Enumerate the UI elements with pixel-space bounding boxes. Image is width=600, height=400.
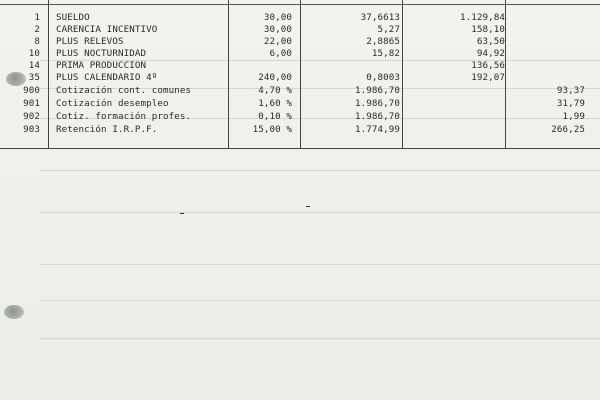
unit-price: 1.986,70 bbox=[354, 111, 400, 122]
stray-mark bbox=[306, 206, 310, 207]
quantity: 22,00 bbox=[263, 36, 292, 47]
quantity: 30,00 bbox=[263, 12, 292, 23]
accrual-amount: 136,56 bbox=[471, 60, 505, 71]
unit-price: 15,82 bbox=[371, 48, 400, 59]
quantity: 4,70 % bbox=[258, 85, 292, 96]
accrual-amount: 158,10 bbox=[471, 24, 505, 35]
concept-name: CARENCIA INCENTIVO bbox=[56, 24, 158, 35]
ghost-rule bbox=[40, 212, 600, 213]
table-row bbox=[0, 36, 600, 48]
ghost-rule bbox=[40, 264, 600, 265]
concept-code: 903 bbox=[23, 124, 40, 135]
table-row bbox=[0, 12, 600, 24]
ghost-rule bbox=[40, 300, 600, 301]
table-row bbox=[0, 24, 600, 36]
concept-code: 902 bbox=[23, 111, 40, 122]
concept-name: PLUS RELEVOS bbox=[56, 36, 124, 47]
quantity: 0,10 % bbox=[258, 111, 292, 122]
quantity: 1,60 % bbox=[258, 98, 292, 109]
table-row bbox=[0, 98, 600, 110]
unit-price: 1.986,70 bbox=[354, 85, 400, 96]
table-row bbox=[0, 60, 600, 72]
table-row bbox=[0, 72, 600, 84]
unit-price: 2,8865 bbox=[366, 36, 400, 47]
unit-price: 1.986,70 bbox=[354, 98, 400, 109]
concept-code: 10 bbox=[28, 48, 40, 59]
concept-code: 14 bbox=[28, 60, 40, 71]
quantity: 30,00 bbox=[263, 24, 292, 35]
concept-name: PLUS CALENDARIO 4º bbox=[56, 72, 158, 83]
table-row bbox=[0, 48, 600, 60]
concept-code: 8 bbox=[34, 36, 40, 47]
accrual-amount: 192,07 bbox=[471, 72, 505, 83]
deduction-amount: 93,37 bbox=[556, 85, 585, 96]
concept-name: Cotización desempleo bbox=[56, 98, 169, 109]
unit-price: 5,27 bbox=[377, 24, 400, 35]
concept-name: Cotiz. formación profes. bbox=[56, 111, 192, 122]
punch-hole bbox=[6, 72, 26, 86]
table-row bbox=[0, 124, 600, 136]
table-row bbox=[0, 111, 600, 123]
deduction-amount: 266,25 bbox=[551, 124, 585, 135]
unit-price: 37,6613 bbox=[360, 12, 400, 23]
concept-name: Cotización cont. comunes bbox=[56, 85, 192, 96]
concept-name: PRIMA PRODUCCION bbox=[56, 60, 147, 71]
punch-hole bbox=[4, 305, 24, 319]
concept-code: 2 bbox=[34, 24, 40, 35]
concept-code: 35 bbox=[28, 72, 40, 83]
concept-code: 901 bbox=[23, 98, 40, 109]
concept-name: Retención I.R.P.F. bbox=[56, 124, 158, 135]
concept-code: 900 bbox=[23, 85, 40, 96]
ghost-rule bbox=[40, 338, 600, 339]
unit-price: 0,8003 bbox=[366, 72, 400, 83]
table-row bbox=[0, 85, 600, 97]
accrual-amount: 1.129,84 bbox=[459, 12, 505, 23]
unit-price: 1.774,99 bbox=[354, 124, 400, 135]
accrual-amount: 94,92 bbox=[476, 48, 505, 59]
deduction-amount: 1,99 bbox=[562, 111, 585, 122]
quantity: 240,00 bbox=[258, 72, 292, 83]
deduction-amount: 31,79 bbox=[556, 98, 585, 109]
concept-name: SUELDO bbox=[56, 12, 90, 23]
stray-mark bbox=[180, 213, 184, 214]
table-bottom-rule bbox=[0, 148, 600, 149]
quantity: 6,00 bbox=[269, 48, 292, 59]
concept-name: PLUS NOCTURNIDAD bbox=[56, 48, 147, 59]
quantity: 15,00 % bbox=[252, 124, 292, 135]
concept-code: 1 bbox=[34, 12, 40, 23]
ghost-rule bbox=[40, 170, 600, 171]
accrual-amount: 63,50 bbox=[476, 36, 505, 47]
